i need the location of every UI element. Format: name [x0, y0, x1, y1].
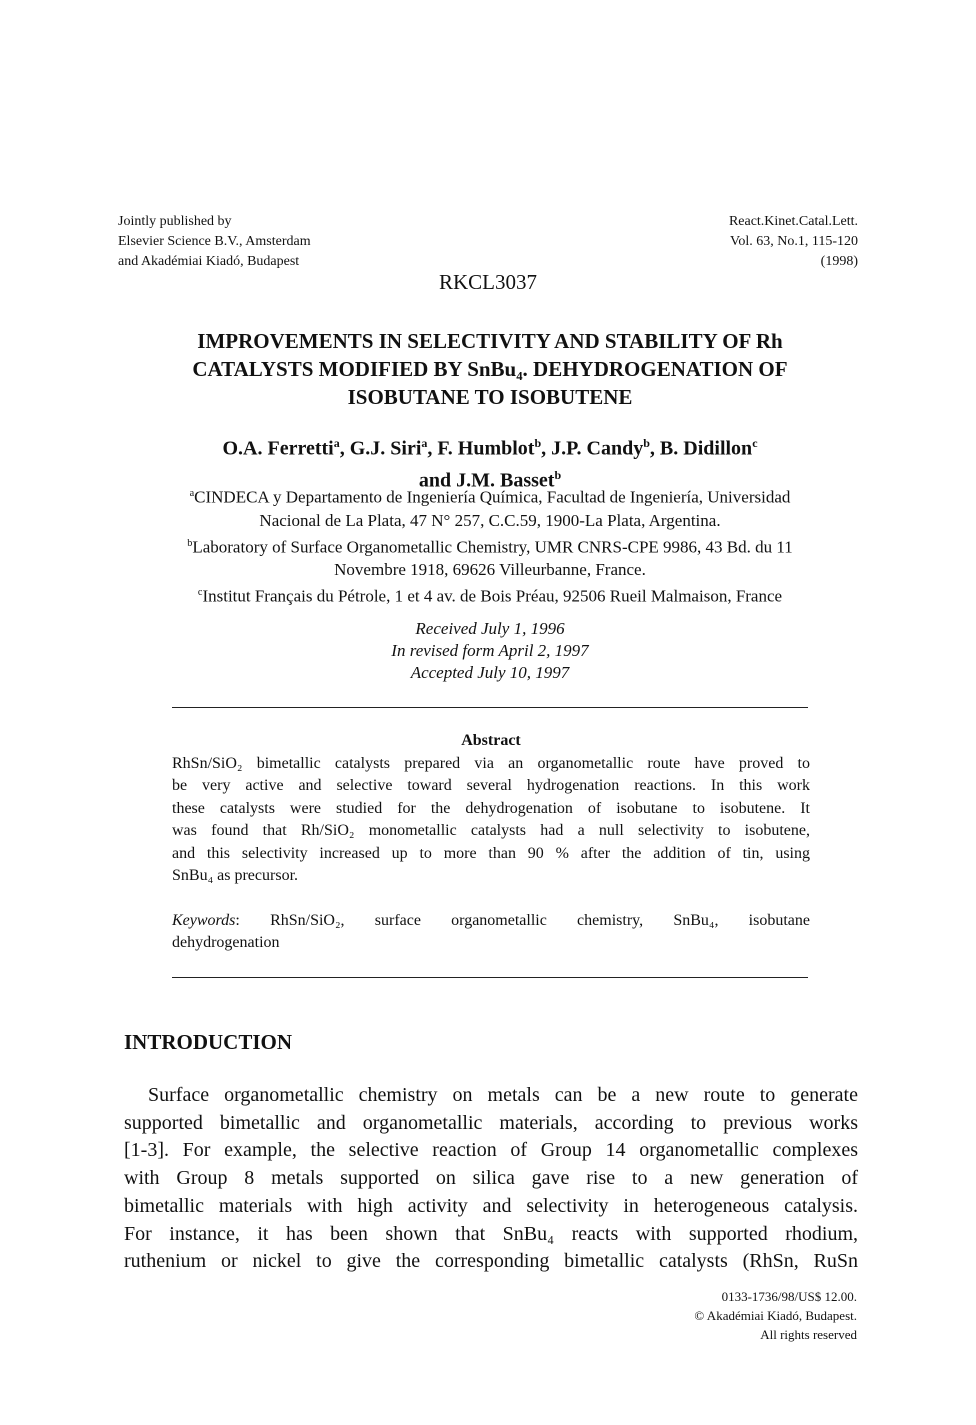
publisher-info [118, 212, 311, 272]
body-line: [1-3]. For example, the selective reaction of Group 14 organometallic complexes [124, 1139, 858, 1162]
body-line: supported bimetallic and organometallic materials, according to previous works [124, 1111, 858, 1134]
body-line: ruthenium or nickel to give the corresponding bimetallic catalysts (RhSn, RuSn [124, 1250, 858, 1273]
affiliation-mark: b [187, 537, 193, 549]
publisher-line: Jointly published by [118, 214, 232, 229]
author-name: G.J. Siri [349, 437, 422, 460]
body-line: with Group 8 metals supported on silica gave rise to a new generation of [124, 1167, 858, 1190]
introduction-body [124, 1082, 858, 1276]
separator: , [339, 437, 350, 460]
journal-line: (1998) [820, 254, 858, 269]
body-line: Surface organometallic chemistry on metals can be a new route to generate [148, 1084, 858, 1106]
section-heading: INTRODUCTION [124, 1030, 293, 1054]
author-name: O.A. Ferretti [222, 437, 334, 460]
publisher-line: Elsevier Science B.V., Amsterdam [118, 234, 311, 249]
affiliation-text: Institut Français du Pétrole, 1 et 4 av. de Bois Préau, 92506 Rueil Malmaison, France [202, 586, 783, 606]
rights: All rights reserved [760, 1327, 857, 1342]
affiliation-text: CINDECA y Departamento de Ingeniería Química, Facultad de Ingeniería, Universidad [194, 487, 791, 507]
affiliation-mark: a [189, 488, 195, 499]
affiliations [100, 482, 880, 608]
author-affiliation-mark: c [752, 436, 758, 450]
abstract-heading: Abstract [461, 732, 521, 749]
keywords-text: : RhSn/SiO₂, surface organometallic chemistry, SnBu₄, isobutane [235, 911, 810, 929]
keywords-line: dehydrogenation [172, 934, 280, 951]
abstract-line: these catalysts were studied for the dehydrogenation of isobutane to isobutene. It [172, 799, 810, 817]
separator: , [541, 437, 552, 460]
journal-line: React.Kinet.Catal.Lett. [728, 214, 858, 229]
abstract-line: was found that Rh/SiO₂ monometallic catalysts had a null selectivity to isobutene, [172, 822, 810, 839]
separator: , [649, 437, 660, 460]
abstract-line: and this selectivity increased up to more than 90 % after the addition of tin, using [172, 844, 810, 862]
affiliation-text: Laboratory of Surface Organometallic Chemistry, UMR CNRS-CPE 9986, 43 Bd. du 11 [192, 537, 793, 557]
copyright-footer [694, 1287, 857, 1344]
abstract-line: SnBu₄ as precursor. [172, 867, 299, 884]
separator: , [427, 437, 438, 460]
author-affiliation-mark: b [554, 467, 562, 482]
price-code: 0133-1736/98/US$ 12.00. [721, 1289, 857, 1304]
title-line: IMPROVEMENTS IN SELECTIVITY AND STABILITY OF Rh [197, 329, 783, 353]
author-name: J.P. Candy [551, 437, 644, 460]
abstract-line: be very active and selective toward several hydrogenation reactions. In this work [172, 777, 810, 794]
paper-title [100, 327, 880, 411]
divider-top [172, 707, 808, 708]
author-name: F. Humblot [437, 437, 535, 460]
body-line: For instance, it has been shown that SnBu₄ reacts with supported rhodium, [124, 1222, 858, 1245]
author-affiliation-mark: b [643, 436, 650, 450]
abstract-line: RhSn/SiO₂ bimetallic catalysts prepared via an organometallic route have proved to [172, 754, 810, 772]
author-name: and J.M. Basset [418, 469, 555, 492]
author-affiliation-mark: a [333, 436, 340, 450]
submission-dates [100, 618, 880, 684]
accepted-date: Accepted July 10, 1997 [410, 663, 570, 682]
article-code: RKCL3037 [438, 270, 537, 294]
journal-info [729, 212, 858, 272]
author-affiliation-mark: a [421, 436, 428, 450]
body-line: bimetallic materials with high activity and selectivity in heterogeneous catalysis. [124, 1194, 858, 1217]
affiliation-text: Nacional de La Plata, 47 N° 257, C.C.59, 1900-La Plata, Argentina. [259, 510, 721, 530]
title-line: CATALYSTS MODIFIED BY SnBu₄. DEHYDROGENATION OF [192, 357, 788, 381]
author-name: B. Didillon [659, 437, 753, 460]
copyright: © Akadémiai Kiadó, Budapest. [694, 1308, 857, 1323]
affiliation-text: Novembre 1918, 69626 Villeurbanne, France. [334, 560, 646, 580]
keywords-label: Keywords [172, 911, 236, 929]
keywords-line [172, 910, 810, 933]
revised-date: In revised form April 2, 1997 [391, 641, 589, 660]
received-date: Received July 1, 1996 [415, 619, 565, 638]
abstract [172, 730, 810, 955]
author-affiliation-mark: b [534, 436, 542, 450]
publisher-line: and Akadémiai Kiadó, Budapest [118, 254, 300, 269]
divider-bottom [172, 977, 808, 978]
title-line: ISOBUTANE TO ISOBUTENE [347, 385, 633, 409]
affiliation-mark: c [197, 587, 203, 599]
journal-line: Vol. 63, No.1, 115-120 [730, 234, 858, 249]
